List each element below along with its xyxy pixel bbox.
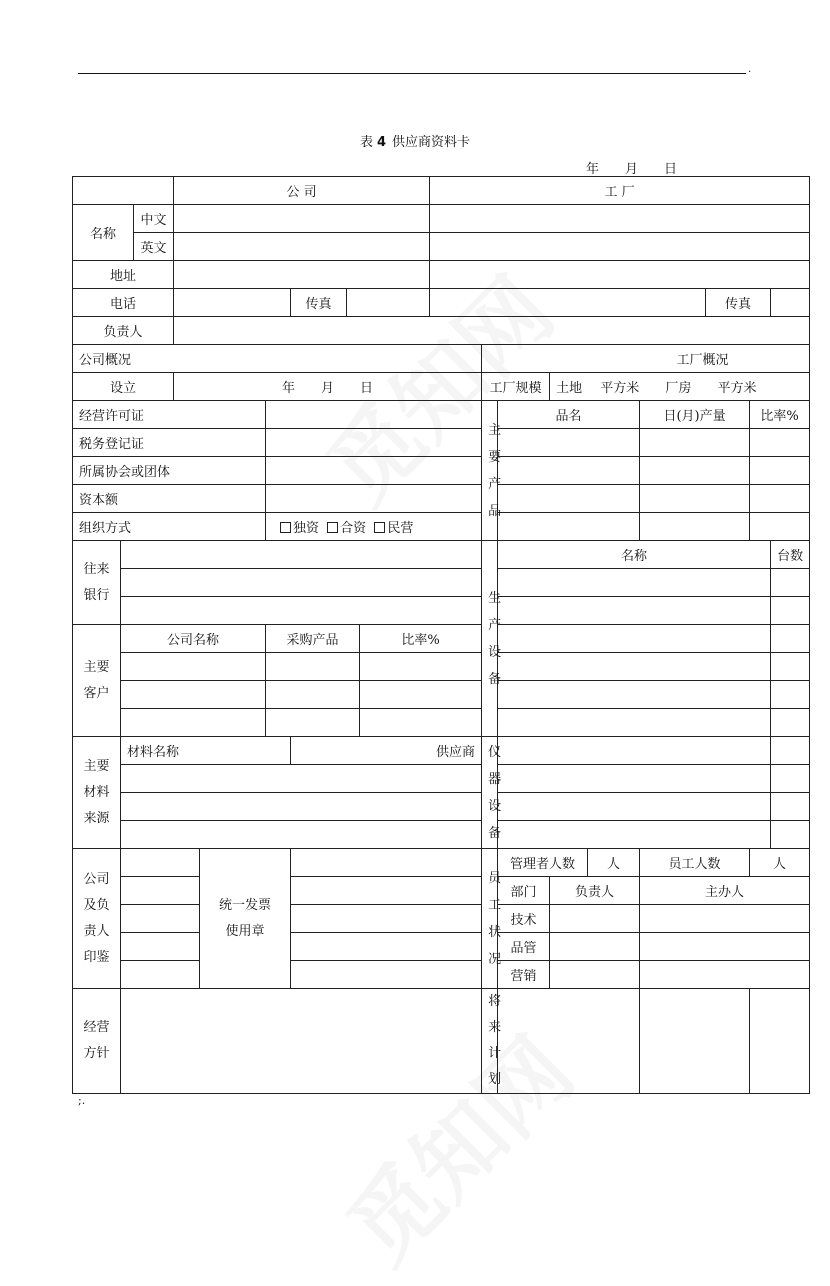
sole-checkbox[interactable] xyxy=(280,522,291,533)
title-number: 4 xyxy=(376,135,387,150)
equipment-cell[interactable] xyxy=(771,681,810,709)
production-equipment-label: 生 产 设 备 xyxy=(482,541,498,737)
joint-label: 合资 xyxy=(340,521,367,536)
product-ratio-header: 比率% xyxy=(750,401,810,429)
staff-cell[interactable] xyxy=(550,961,640,989)
factory-chinese-name-field[interactable] xyxy=(430,205,810,233)
blank-cell xyxy=(73,177,174,205)
equipment-cell[interactable] xyxy=(498,569,771,597)
factory-scale-values xyxy=(550,373,810,401)
association-field[interactable] xyxy=(266,457,482,485)
staff-label: 员 工 状 况 xyxy=(482,849,498,989)
material-cell[interactable] xyxy=(121,765,482,793)
instrument-cell[interactable] xyxy=(498,765,771,793)
product-cell[interactable] xyxy=(498,457,640,485)
bank-field[interactable] xyxy=(121,597,482,625)
invoice-seal-label-2: 使用章 xyxy=(225,923,265,939)
equipment-cell[interactable] xyxy=(498,597,771,625)
customer-cell[interactable] xyxy=(266,681,360,709)
product-name-header: 品名 xyxy=(498,401,640,429)
seal-label-3: 责人 xyxy=(83,923,110,939)
instrument-cell[interactable] xyxy=(771,821,810,849)
materials-label-1: 主要 xyxy=(83,758,110,774)
company-chinese-name-field[interactable] xyxy=(174,205,430,233)
bank-label-2: 银行 xyxy=(83,587,110,603)
header-dot: . xyxy=(748,64,752,75)
equipment-name-header: 名称 xyxy=(498,541,771,569)
equipment-cell[interactable] xyxy=(771,569,810,597)
equipment-cell[interactable] xyxy=(771,709,810,737)
future-plan-cell[interactable] xyxy=(498,989,640,1094)
page-title xyxy=(0,131,830,150)
joint-checkbox[interactable] xyxy=(327,522,338,533)
invoice-seal-cell[interactable] xyxy=(291,877,482,905)
private-label: 民营 xyxy=(387,521,414,536)
seal-label-2: 及负 xyxy=(83,897,110,913)
customer-cell[interactable] xyxy=(360,653,482,681)
factory-english-name-field[interactable] xyxy=(430,233,810,261)
seal-cell[interactable] xyxy=(121,877,200,905)
manager-label: 负责人 xyxy=(73,317,174,345)
product-cell[interactable] xyxy=(498,485,640,513)
seal-label xyxy=(73,849,121,989)
bank-label-1: 往来 xyxy=(83,561,110,577)
seal-label-4: 印鉴 xyxy=(83,949,110,965)
invoice-seal-cell[interactable] xyxy=(291,905,482,933)
main-products-label: 主 要 产 品 xyxy=(482,401,498,541)
policy-label-1: 经营 xyxy=(83,1020,110,1035)
date-line: 年 月 日 xyxy=(586,162,678,177)
customer-cell[interactable] xyxy=(266,709,360,737)
material-name-header: 材料名称 xyxy=(121,737,291,765)
customer-cell[interactable] xyxy=(360,709,482,737)
factory-fax-field[interactable] xyxy=(771,289,810,317)
customer-cell[interactable] xyxy=(266,653,360,681)
invoice-seal-label xyxy=(200,849,291,989)
employee-count-unit: 人 xyxy=(750,849,810,877)
factory-phone-field[interactable] xyxy=(430,289,706,317)
company-header: 公 司 xyxy=(174,177,430,205)
tax-label: 税务登记证 xyxy=(73,429,266,457)
customer-cell[interactable] xyxy=(121,681,266,709)
dept-head-header: 负责人 xyxy=(550,877,640,905)
purchased-product-header: 采购产品 xyxy=(266,625,360,653)
manager-count-unit: 人 xyxy=(588,849,640,877)
header-rule xyxy=(78,73,746,74)
private-checkbox[interactable] xyxy=(374,522,385,533)
org-label: 组织方式 xyxy=(73,513,266,541)
staff-cell[interactable] xyxy=(550,905,640,933)
supplier-card-table xyxy=(72,176,810,1094)
product-cell[interactable] xyxy=(750,457,810,485)
title-prefix: 表 xyxy=(359,135,373,150)
instrument-cell[interactable] xyxy=(498,821,771,849)
sole-label: 独资 xyxy=(293,521,320,536)
english-label: 英文 xyxy=(134,233,174,261)
materials-label-2: 材料 xyxy=(83,784,110,800)
chinese-label: 中文 xyxy=(134,205,174,233)
equipment-count-header: 台数 xyxy=(771,541,810,569)
instrument-cell[interactable] xyxy=(771,765,810,793)
future-plan-label-2: 计划 xyxy=(488,1046,502,1087)
instrument-cell[interactable] xyxy=(771,737,810,765)
bank-field[interactable] xyxy=(121,569,482,597)
materials-label-3: 来源 xyxy=(83,810,110,826)
material-cell[interactable] xyxy=(121,821,482,849)
company-fax-label: 传真 xyxy=(291,289,347,317)
dept-officer-header: 主办人 xyxy=(640,877,810,905)
dept-tech-label: 技术 xyxy=(498,905,550,933)
org-options xyxy=(266,513,482,541)
tax-field[interactable] xyxy=(266,429,482,457)
title-text: 供应商资料卡 xyxy=(392,135,471,150)
bank-field[interactable] xyxy=(121,541,482,569)
staff-cell[interactable] xyxy=(640,961,810,989)
company-address-field[interactable] xyxy=(174,261,430,289)
invoice-seal-label-1: 统一发票 xyxy=(219,897,272,913)
product-cell[interactable] xyxy=(498,429,640,457)
factory-scale-label: 工厂规模 xyxy=(482,373,550,401)
invoice-seal-cell[interactable] xyxy=(291,961,482,989)
bank-label xyxy=(73,541,121,625)
future-plan-cell[interactable] xyxy=(640,989,750,1094)
instruments-label: 仪 器 设 备 xyxy=(482,737,498,849)
dept-header: 部门 xyxy=(498,877,550,905)
product-cell[interactable] xyxy=(498,513,640,541)
established-label: 设立 xyxy=(73,373,174,401)
product-cell[interactable] xyxy=(640,513,750,541)
company-fax-field[interactable] xyxy=(347,289,430,317)
plant-label: 厂房 xyxy=(665,381,692,396)
material-supplier-header: 供应商 xyxy=(291,737,482,765)
license-field[interactable] xyxy=(266,401,482,429)
established-date[interactable]: 年 月 日 xyxy=(174,373,482,401)
customer-ratio-header: 比率% xyxy=(360,625,482,653)
product-cell[interactable] xyxy=(750,513,810,541)
daily-output-header: 日(月)产量 xyxy=(640,401,750,429)
factory-header: 工 厂 xyxy=(430,177,810,205)
policy-label-2: 方针 xyxy=(83,1046,110,1061)
product-cell[interactable] xyxy=(640,457,750,485)
customers-label-1: 主要 xyxy=(83,659,110,675)
phone-label: 电话 xyxy=(73,289,174,317)
staff-cell[interactable] xyxy=(640,905,810,933)
customers-label xyxy=(73,625,121,737)
sqm-label-2: 平方米 xyxy=(717,381,757,396)
product-cell[interactable] xyxy=(640,429,750,457)
manager-count-label: 管理者人数 xyxy=(498,849,588,877)
staff-cell[interactable] xyxy=(640,933,810,961)
company-english-name-field[interactable] xyxy=(174,233,430,261)
address-label: 地址 xyxy=(73,261,174,289)
seal-cell[interactable] xyxy=(121,961,200,989)
dept-sales-label: 营销 xyxy=(498,961,550,989)
license-label: 经营许可证 xyxy=(73,401,266,429)
equipment-cell[interactable] xyxy=(771,625,810,653)
company-overview-label: 公司概况 xyxy=(73,345,482,373)
footnote: ;. xyxy=(78,1094,86,1107)
material-cell[interactable] xyxy=(121,793,482,821)
association-label: 所属协会或团体 xyxy=(73,457,266,485)
capital-label: 资本额 xyxy=(73,485,266,513)
seal-cell[interactable] xyxy=(121,849,200,877)
seal-cell[interactable] xyxy=(121,933,200,961)
company-phone-field[interactable] xyxy=(174,289,291,317)
equipment-cell[interactable] xyxy=(498,625,771,653)
equipment-cell[interactable] xyxy=(771,653,810,681)
product-cell[interactable] xyxy=(750,429,810,457)
capital-field[interactable] xyxy=(266,485,482,513)
customer-cell[interactable] xyxy=(360,681,482,709)
equipment-cell[interactable] xyxy=(498,653,771,681)
policy-field[interactable] xyxy=(121,989,482,1094)
product-cell[interactable] xyxy=(640,485,750,513)
invoice-seal-cell[interactable] xyxy=(291,849,482,877)
instrument-cell[interactable] xyxy=(771,793,810,821)
materials-label xyxy=(73,737,121,849)
policy-label xyxy=(73,989,121,1094)
dept-qc-label: 品管 xyxy=(498,933,550,961)
product-cell[interactable] xyxy=(750,485,810,513)
sqm-label-1: 平方米 xyxy=(600,381,640,396)
customer-cell[interactable] xyxy=(121,653,266,681)
manager-field[interactable] xyxy=(174,317,810,345)
seal-cell[interactable] xyxy=(121,905,200,933)
instrument-cell[interactable] xyxy=(498,737,771,765)
future-plan-label xyxy=(482,989,502,1094)
factory-fax-label: 传真 xyxy=(706,289,771,317)
equipment-cell[interactable] xyxy=(498,681,771,709)
invoice-seal-cell[interactable] xyxy=(291,933,482,961)
land-label: 土地 xyxy=(556,381,583,396)
staff-cell[interactable] xyxy=(550,933,640,961)
future-plan-label-1: 将来 xyxy=(488,994,502,1035)
equipment-cell[interactable] xyxy=(498,709,771,737)
customers-label-2: 客户 xyxy=(83,685,110,701)
name-label: 名称 xyxy=(73,205,134,261)
factory-overview-label: 工厂概况 xyxy=(482,345,810,373)
factory-address-field[interactable] xyxy=(430,261,810,289)
seal-label-1: 公司 xyxy=(83,871,110,887)
future-plan-cell[interactable] xyxy=(750,989,810,1094)
instrument-cell[interactable] xyxy=(498,793,771,821)
customer-name-header: 公司名称 xyxy=(121,625,266,653)
customer-cell[interactable] xyxy=(121,709,266,737)
employee-count-label: 员工人数 xyxy=(640,849,750,877)
equipment-cell[interactable] xyxy=(771,597,810,625)
